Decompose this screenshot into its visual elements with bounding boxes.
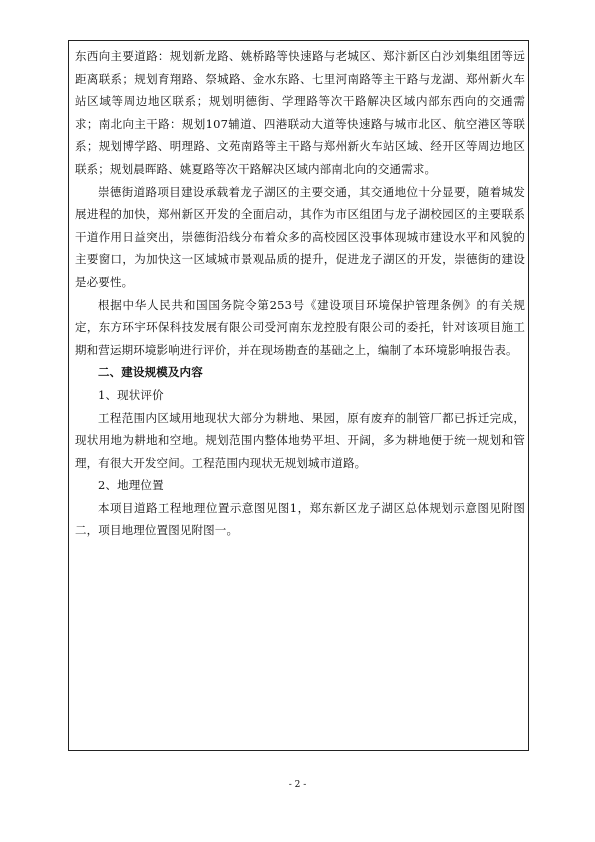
- paragraph-location: 本项目道路工程地理位置示意图见图1，郑东新区龙子湖区总体规划示意图见附图二，项目地理位置图见附图一。: [75, 500, 525, 538]
- paragraph-chongde-street: 崇德街道路项目建设承载着龙子湖区的主要交通，其交通地位十分显要，随着城发展进程的加快，郑州新区开发的全面启动，其作为市区组团与龙子湖校园区的主要联系干道作用日益突出，崇德街沿线分布着众多的高校园区没事体现城市建设水平和风貌的主要窗口，为加快这一区域城市景观品质的提升，促进龙子湖区的开发，崇德街的建设是必要性。: [75, 184, 525, 289]
- paragraph-regulation: 根据中华人民共和国国务院令第253号《建设项目环境保护管理条例》的有关规定，东方环宇环保科技发展有限公司受河南东龙控股有限公司的委托，针对该项目施工期和营运期环境影响进行评价，并在现场勘查的基础之上，编制了本环境影响报告表。: [75, 297, 525, 357]
- paragraph-status: 工程范围内区域用地现状大部分为耕地、果园，原有废弃的制管厂都已拆迁完成，现状用地为耕地和空地。规划范围内整体地势平坦、开阔，多为耕地便于统一规划和管理，有很大开发空间。工程范围内现状无规划城市道路。: [75, 410, 525, 470]
- subsection-title-location: 2、地理位置: [98, 478, 164, 493]
- subsection-title-status: 1、现状评价: [98, 387, 164, 402]
- document-body: [75, 45, 525, 542]
- page-number: - 2 -: [288, 780, 307, 790]
- section-heading: 二、建设规模及内容: [98, 365, 203, 380]
- paragraph-road-network: 东西向主要道路：规划新龙路、姚桥路等快速路与老城区、郑汴新区白沙刘集组团等远距离联系；规划育翔路、祭城路、金水东路、七里河南路等主干路与龙湖、郑州新火车站区域等周边地区联系；规划明德街、学理路等次干路解决区域内部东西向的交通需求；南北向主干路：规划107辅道、四港联动大道等快速路与城市北区、航空港区等联系；规划博学路、明理路、文苑南路等主干路与郑州新火车站区域、经开区等周边地区联系；规划晨晖路、姚夏路等次干路解决区域内部南北向的交通需求。: [75, 49, 525, 176]
